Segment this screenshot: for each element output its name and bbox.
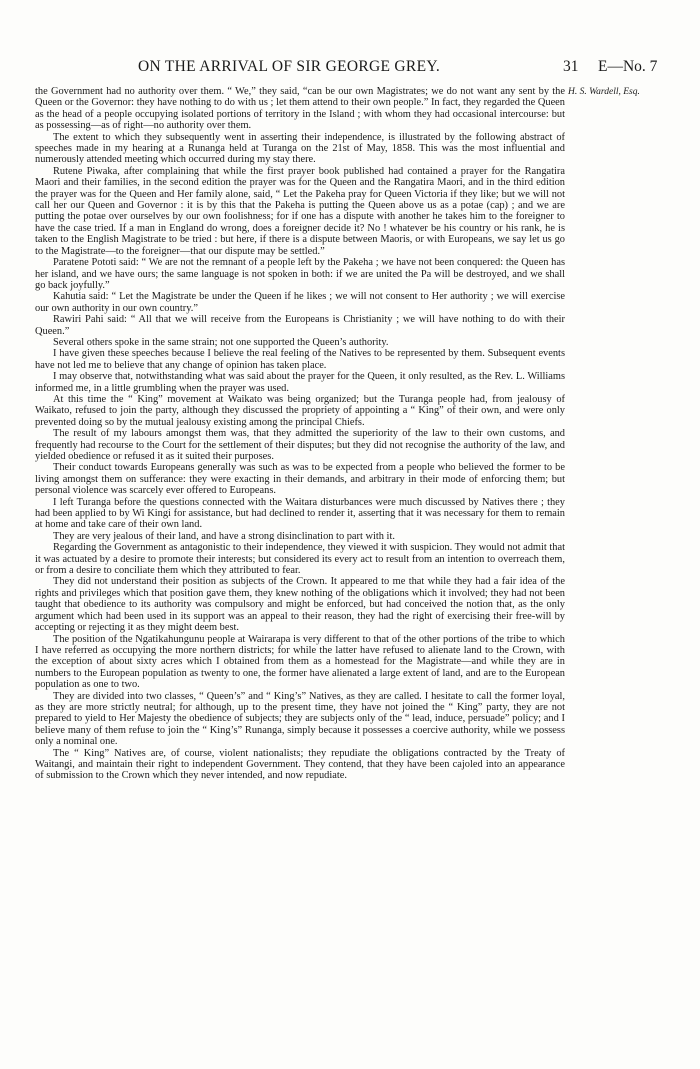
paragraph: Regarding the Government as antagonistic to their independence, they viewed it with suspicion. They would not admit that it was actuated by a desire to promote their interests; but considered its every act to result from an intention to overreach them, or from a desire to conciliate them which they attributed to fear.: [35, 542, 565, 577]
paragraph: Paratene Pototi said: “ We are not the remnant of a people left by the Pakeha ; we have not been conquered: the Queen has her island, and we have ours; the same language is not spoken in both: if we are united the Pa will be destroyed, and we shall go back joyfully.”: [35, 257, 565, 291]
paragraph: Their conduct towards Europeans generally was such as was to be expected from a people who believed the former to be living amongst them on sufferance: they were exacting in their demands, and arbitrary in their mode of enforcing them; but personal violence was scarcely ever offered to Europeans.: [35, 462, 565, 497]
paragraph: They are divided into two classes, “ Queen’s” and “ King’s” Natives, as they are called. I hesitate to call the former loyal, as they are more strictly neutral; for although, up to the present time, they have not joined the “ King” party, they are not prepared to yield to Her Majesty the obedience of subjects; they are subjects only of the “ lead, induce, persuade” policy; and I believe many of them refuse to join the “ King’s” Runanga, simply because it possesses a coercive authority, while we possess only a nominal one.: [35, 690, 565, 748]
running-title: ON THE ARRIVAL OF SIR GEORGE GREY.: [138, 58, 441, 75]
paragraph: The “ King” Natives are, of course, violent nationalists; they repudiate the obligations contracted by the Treaty of Waitangi, and maintain their right to independent Government. They contend, that they have been cajoled into an appearance of submission to the Crown which they never intended, and now repudiate.: [35, 747, 565, 782]
paragraph: The result of my labours amongst them was, that they admitted the superiority of the law to their own customs, and frequently had recourse to the Court for the settlement of their disputes; but they did not recognise the authority of the law, and yielded obedience or refused it as it suited their purposes.: [35, 428, 565, 462]
paragraph: Kahutia said: “ Let the Magistrate be under the Queen if he likes ; we will not consent to Her authority ; we will exercise our own authority in our own country.”: [35, 291, 565, 314]
paragraph: The extent to which they subsequently went in asserting their independence, is illustrated by the following abstract of speeches made in my hearing at a Runanga held at Turanga on the 21st of May, 1858. This was the most influential and numerously attended meeting which occurred during my stay there.: [35, 131, 565, 166]
paragraph: Rawiri Pahi said: “ All that we will receive from the Europeans is Christianity ; we will have nothing to do with their Queen.”: [35, 314, 565, 337]
paragraph: I may observe that, notwithstanding what was said about the prayer for the Queen, it only resulted, as the Rev. L. Williams informed me, in a little grumbling when the prayer was used.: [35, 371, 565, 394]
paragraph: They are very jealous of their land, and have a strong disinclination to part with it.: [53, 530, 395, 542]
margin-note: H. S. Wardell, Esq.: [568, 87, 640, 97]
paragraph: They did not understand their position as subjects of the Crown. It appeared to me that while they had a fair idea of the rights and privileges which that position gave them, they knew nothing of the obligations which it involved; they had not been taught that obedience to its authority was compulsory and might be enforced, but had conceived the notion that, as the only argument which had been used in its support was an appeal to their reason, they had the right of exercising their free-will by accepting or rejecting it as they might deem best.: [35, 576, 565, 634]
body-text: [35, 86, 565, 782]
paragraph: I left Turanga before the questions connected with the Waitara disturbances were much discussed by Natives there ; they had been applied to by Wi Kingi for assistance, but had declined to render it, asserting that it was necessary for them to remain at home and take care of their own land.: [35, 496, 565, 531]
paragraph: The position of the Ngatikahungunu people at Wairarapa is very different to that of the other portions of the tribe to which I have referred as occupying the more northern districts; for while the latter have refused to alienate land to the Crown, with the exception of about sixty acres which I obtained from them as a homestead for the Magistrate—and while they are in numbers to the European population as twenty to one, the former have alienated a large extent of land, and are to the European population as one to two.: [35, 633, 565, 691]
page-header: [0, 58, 700, 78]
paragraph: I have given these speeches because I believe the real feeling of the Natives to be represented by them. Subsequent events have not led me to believe that any change of opinion has taken place.: [35, 348, 565, 371]
page-number: 31: [563, 58, 579, 75]
paragraph: the Government had no authority over them. “ We,” they said, “can be our own Magistrates; we do not want any sent by the Queen or the Governor: they have nothing to do with us ; let them attend to their own people.” In fact, they regarded the Queen as the head of a people occupying isolated portions of territory in the Island ; with whom they had occasional intercourse: but as possessing—as of right—no authority over them.: [35, 86, 565, 132]
paragraph: At this time the “ King” movement at Waikato was being organized; but the Turanga people had, from jealousy of Waikato, refused to join the party, although they discussed the propriety of appointing a “ King” of their own, and were only prevented doing so by the mutual jealousy existing among the principal Chiefs.: [35, 393, 565, 428]
paragraph: Several others spoke in the same strain; not one supported the Queen’s authority.: [53, 336, 389, 348]
document-code: E—No. 7: [598, 58, 658, 75]
paragraph: Rutene Piwaka, after complaining that while the first prayer book published had contained a prayer for the Rangatira Maori and their families, in the second edition the prayer was for the Queen and the Rangatira Maori, and in the third edition the prayer was for the Queen and Her family alone, said, “ Let the Pakeha pray for Queen Victoria if they like; but we will not call her our Queen and Governor : it is by this that the Pakeha is putting the Queen above us as a potae (cap) ; and we are putting the potae over ourselves by our own foolishness; for if one has a dispute with another he takes him to the foreigner to have the case tried. If a man in England do wrong, does a foreigner decide it? No ! whatever be his country or his rank, he is taken to the English Magistrate to be tried : but here, if there is a dispute between Maoris, or with Europeans, we say let us go to the Magistrate—to the foreigner—that our dispute may be settled.”: [35, 165, 565, 257]
